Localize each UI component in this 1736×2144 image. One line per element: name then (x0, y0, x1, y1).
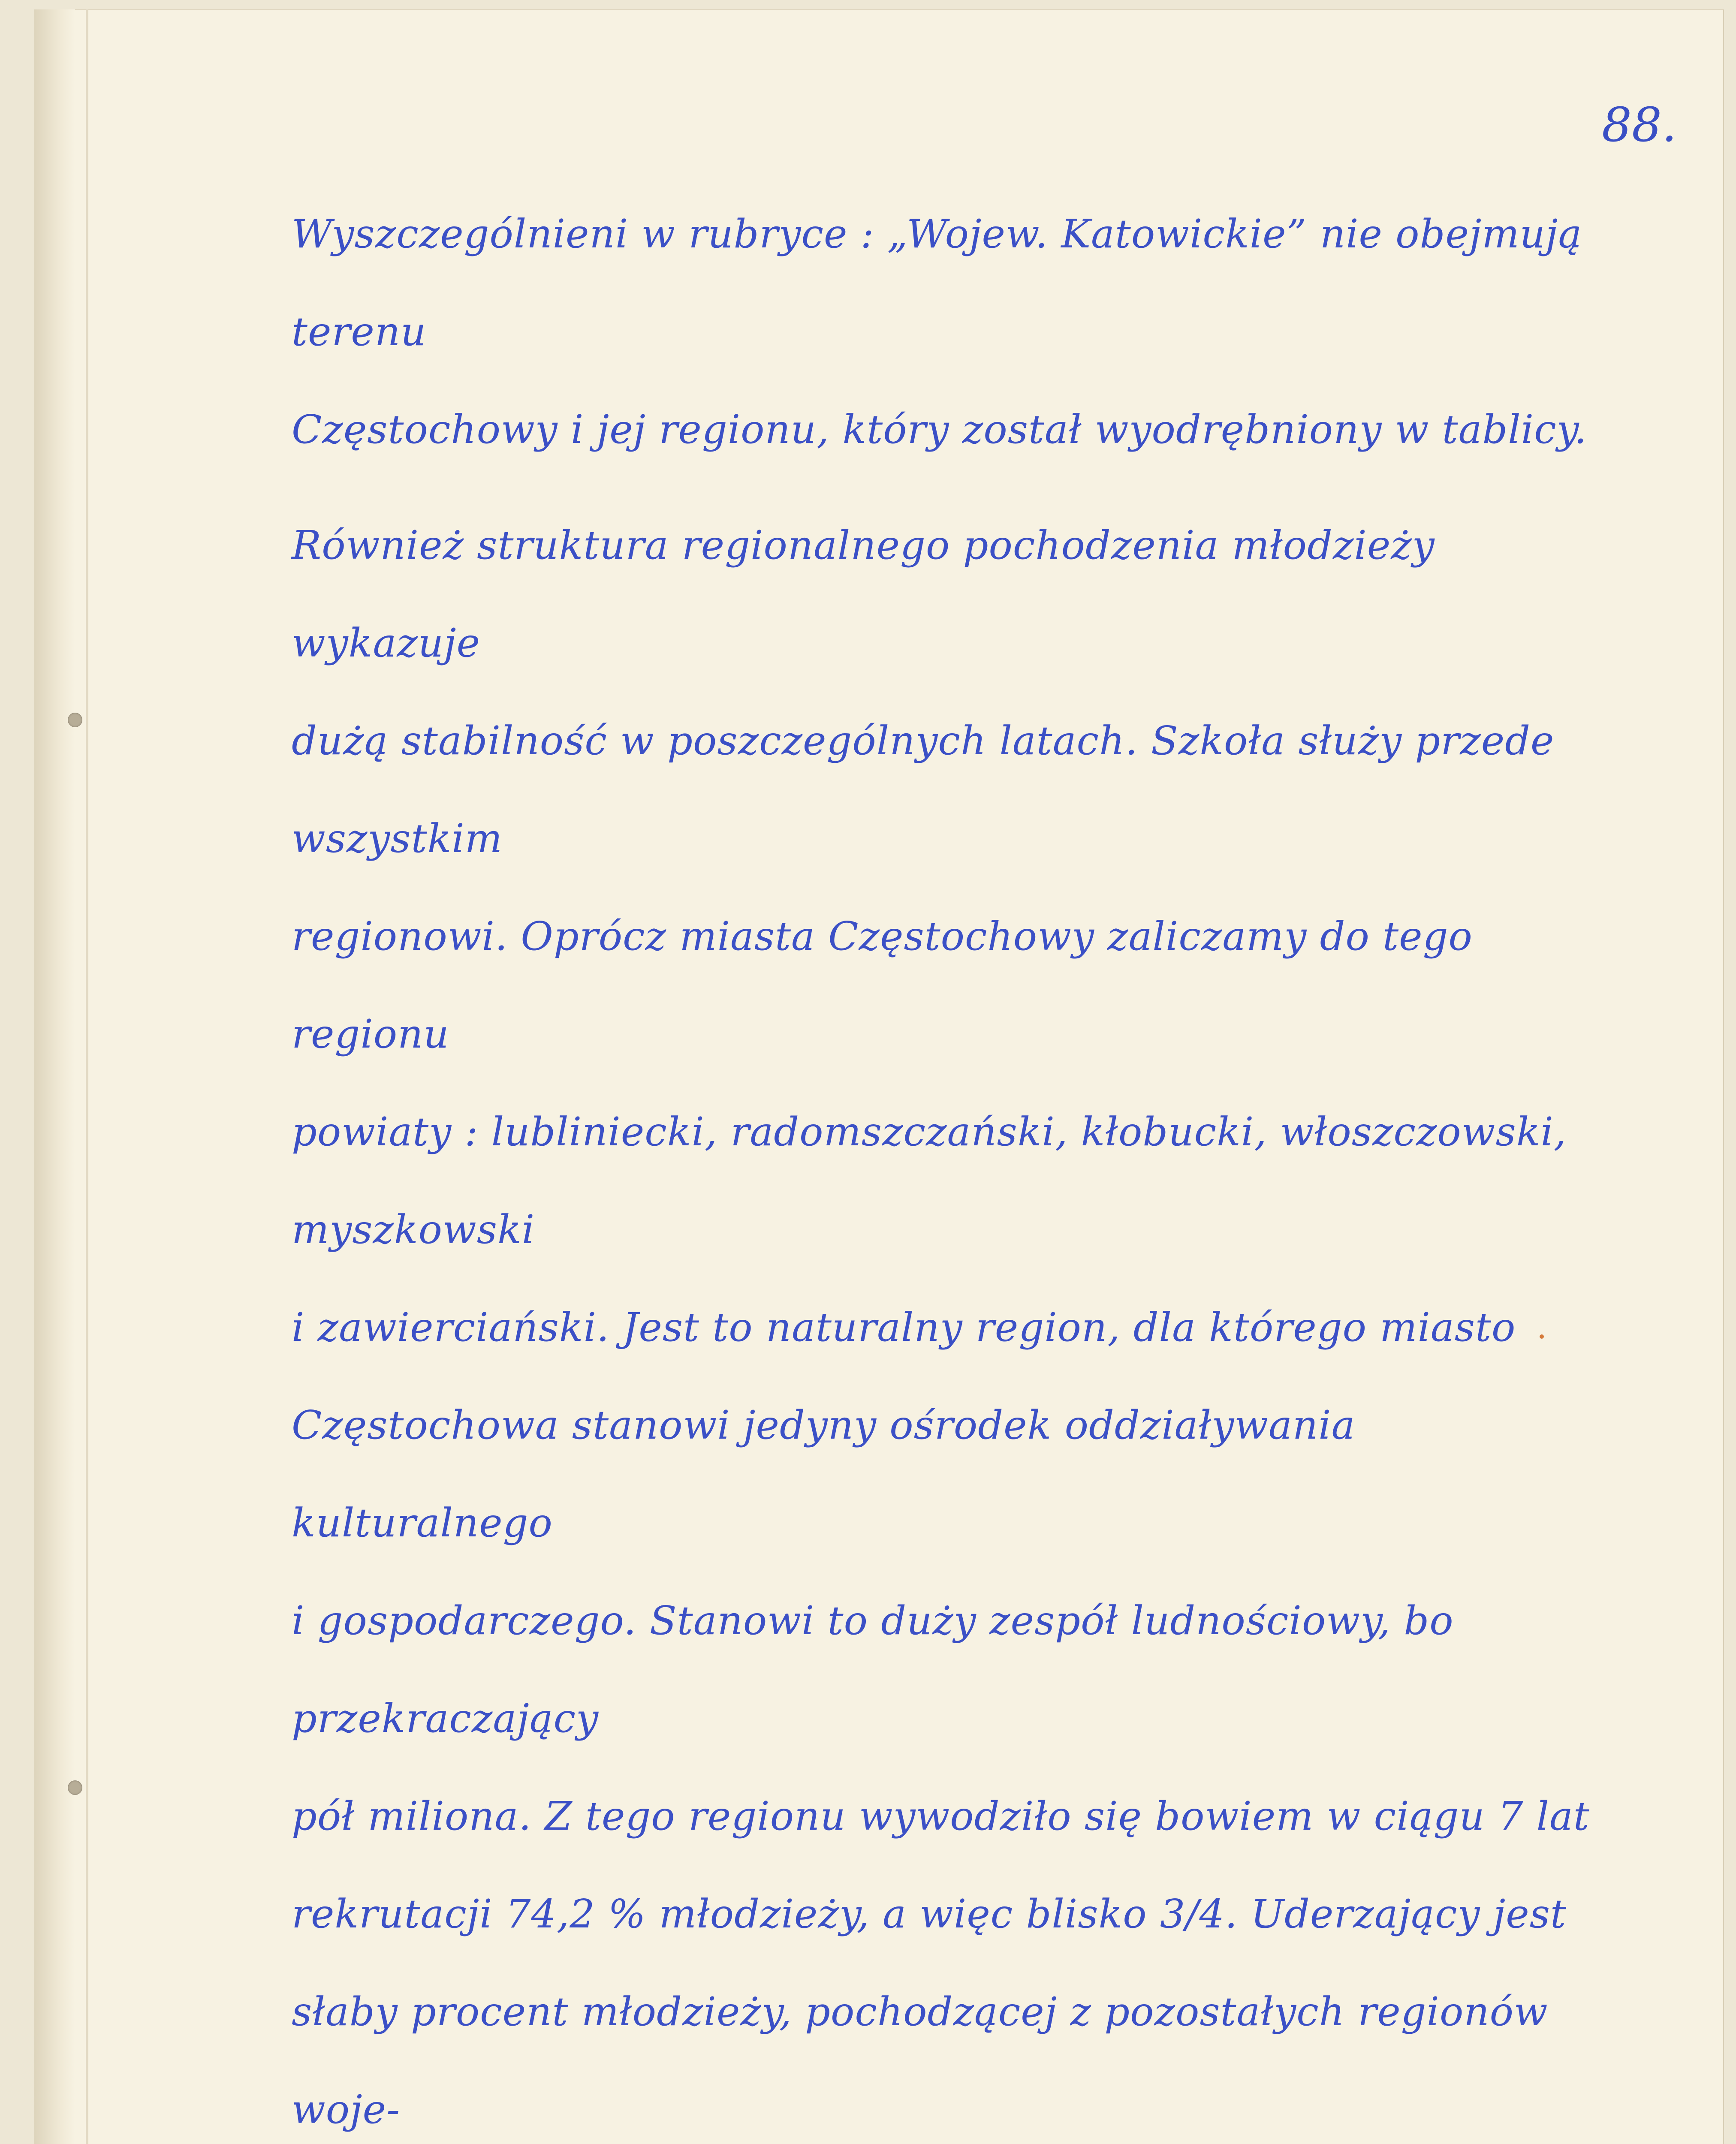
handwritten-text (292, 185, 1604, 2132)
notebook-page (34, 9, 1724, 2144)
page-number: 88. (1602, 97, 1677, 152)
binding-fold-line (86, 9, 88, 2144)
paragraph-2: Również struktura regionalnego pochodzenia młodzieży wykazuje dużą stabilność w poszczególnych latach. Szkoła służy przede wszystkim regionowi. Oprócz miasta Częstochowy zaliczamy do tego regionu powiaty : lubliniecki, radomszczański, kłobucki, włoszczowski, myszkowski i zawierciański. Jest to naturalny region, dla którego miasto Częstochowa stanowi jedyny ośrodek oddziaływania kulturalnego i gospodarczego. Stanowi to duży zespół ludnościowy, bo przekraczający pół miliona. Z tego regionu wywodziło się bowiem w ciągu 7 lat rekrutacji 74,2 % młodzieży, a więc blisko 3/4. Uderzający jest słaby procent młodzieży, pochodzącej z pozostałych regionów woje- (292, 522, 1590, 2132)
binding-hole-icon (68, 713, 82, 727)
binding-hole-icon (68, 1780, 82, 1795)
paragraph-1: Wyszczególnieni w rubryce : „Wojew. Katowickie” nie obejmują terenu Częstochowy i jej regionu, który został wyodrębniony w tablicy. (292, 211, 1587, 452)
page-binding-edge (34, 9, 75, 2144)
